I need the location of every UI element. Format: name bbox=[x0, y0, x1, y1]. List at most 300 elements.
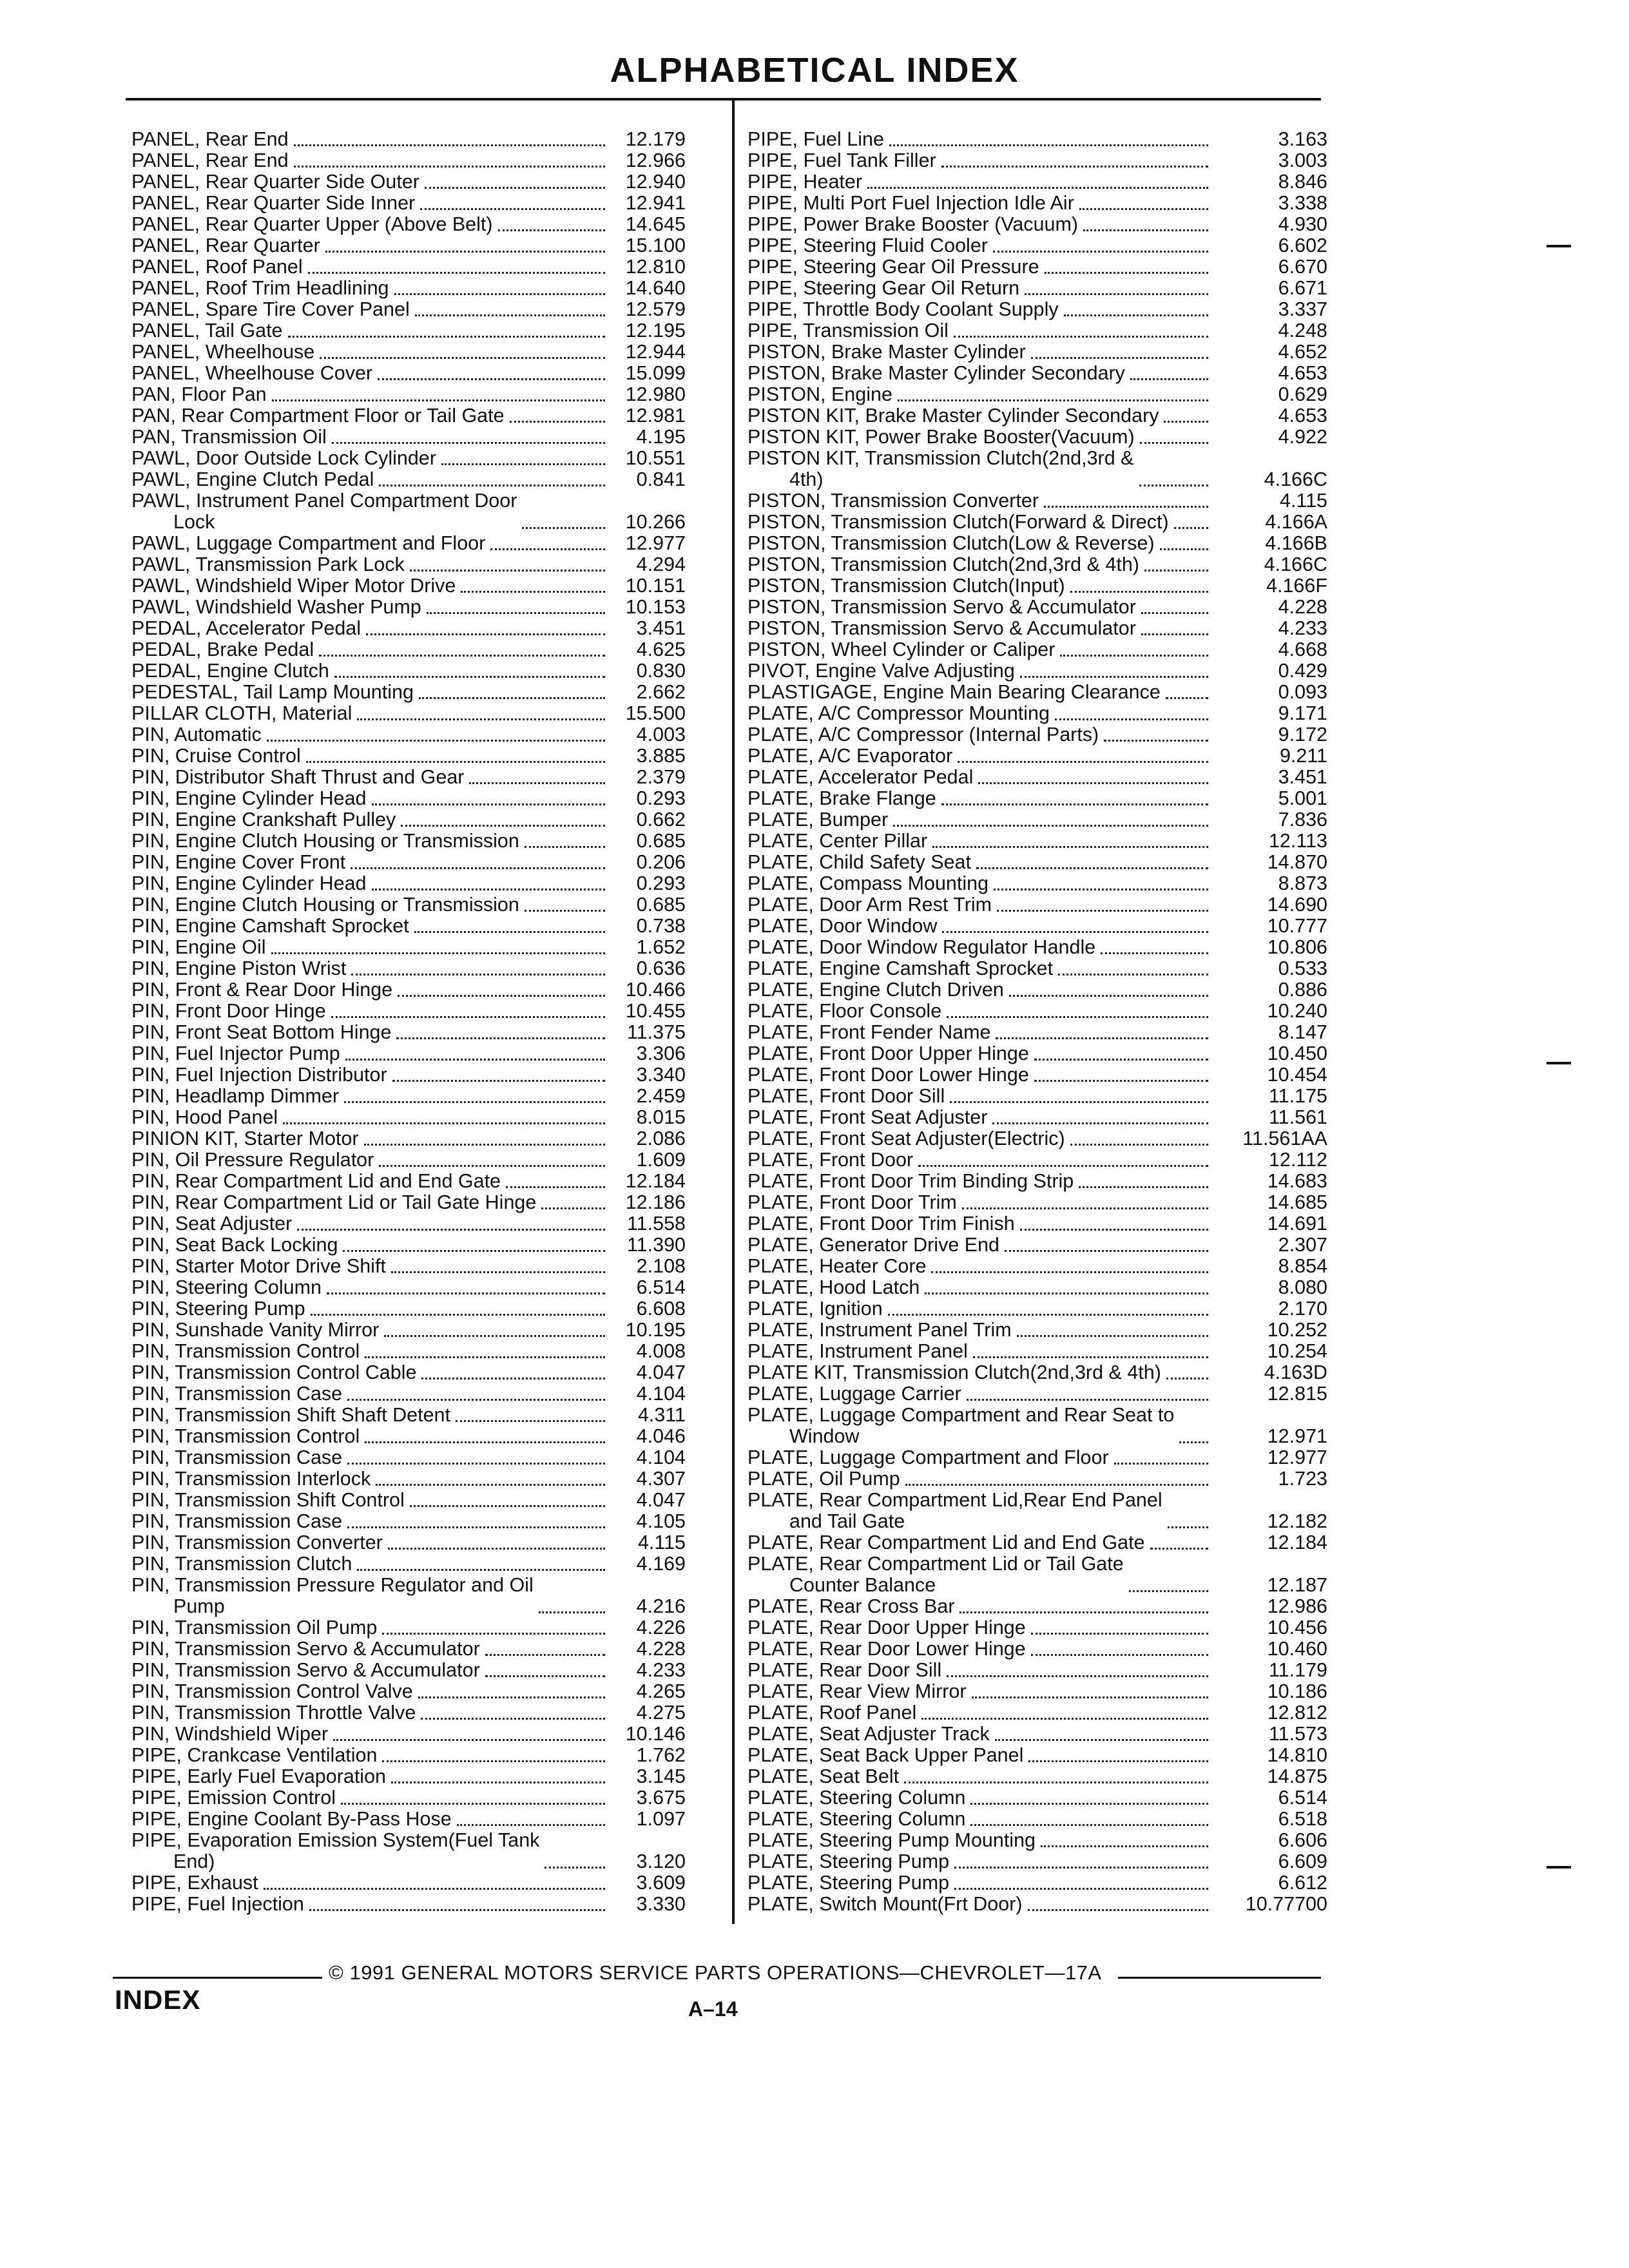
title-rule bbox=[126, 98, 1321, 101]
index-entry-page: 12.112 bbox=[1268, 1149, 1327, 1171]
index-entry-label bbox=[747, 1192, 957, 1213]
index-entry bbox=[131, 384, 686, 405]
index-entry-text: PIN, Oil Pressure Regulator bbox=[131, 1149, 374, 1171]
index-entry-text: PLATE, Steering Column bbox=[747, 1787, 966, 1809]
index-entry-text: PIN, Transmission Control bbox=[131, 1425, 360, 1447]
index-entry bbox=[747, 894, 1327, 916]
dot-leader bbox=[1129, 1590, 1208, 1592]
index-entry-text: PLATE, Steering Pump Mounting bbox=[747, 1829, 1036, 1851]
index-entry bbox=[131, 597, 686, 618]
index-entry-page: 12.981 bbox=[625, 405, 686, 427]
index-entry-label bbox=[747, 1745, 1023, 1766]
index-entry-text: PLATE, Front Door Sill bbox=[747, 1085, 945, 1107]
index-entry-label bbox=[747, 150, 936, 171]
dot-leader bbox=[294, 166, 605, 168]
index-entry-page: 14.683 bbox=[1267, 1170, 1327, 1192]
index-entry-label bbox=[747, 533, 1155, 554]
index-entry-label bbox=[747, 916, 937, 937]
dot-leader bbox=[921, 1718, 1208, 1720]
index-entry bbox=[131, 427, 686, 448]
index-entry bbox=[747, 1702, 1327, 1724]
index-entry-label bbox=[747, 1001, 941, 1022]
index-entry-page: 3.163 bbox=[1278, 128, 1327, 150]
index-entry-label bbox=[131, 278, 389, 299]
index-entry-text: PIPE, Transmission Oil bbox=[747, 320, 949, 341]
dot-leader bbox=[931, 1271, 1208, 1273]
page-title: ALPHABETICAL INDEX bbox=[610, 51, 1019, 90]
index-entry-label bbox=[747, 512, 1169, 533]
index-entry bbox=[131, 1426, 686, 1447]
index-entry-label bbox=[131, 1086, 339, 1107]
index-entry-text: PIPE, Early Fuel Evaporation bbox=[131, 1765, 386, 1787]
index-entry-page: 14.810 bbox=[1267, 1744, 1327, 1766]
index-entry-text: PLASTIGAGE, Engine Main Bearing Clearance bbox=[747, 681, 1161, 703]
index-entry-page: 4.228 bbox=[636, 1638, 686, 1660]
index-entry-page: 4.625 bbox=[636, 639, 686, 660]
index-entry-text: PANEL, Wheelhouse Cover bbox=[131, 362, 373, 384]
index-entry-label bbox=[747, 1702, 916, 1724]
index-entry-label bbox=[747, 1022, 990, 1043]
dot-leader bbox=[1044, 506, 1208, 508]
index-entry-label bbox=[131, 1022, 391, 1043]
dot-leader bbox=[379, 485, 605, 486]
index-entry-text: PANEL, Rear Quarter Side Inner bbox=[131, 192, 416, 214]
index-entry-page: 6.602 bbox=[1278, 235, 1327, 256]
dot-leader bbox=[357, 1569, 605, 1571]
index-entry-page: 10.806 bbox=[1267, 936, 1327, 958]
index-entry-label bbox=[747, 320, 949, 341]
index-entry bbox=[131, 724, 686, 745]
index-entry bbox=[747, 1894, 1327, 1915]
index-entry-text: PIPE, Steering Fluid Cooler bbox=[747, 235, 988, 256]
index-entry bbox=[747, 1830, 1327, 1851]
index-entry-label bbox=[747, 724, 1099, 745]
index-entry-label bbox=[747, 171, 862, 193]
index-entry bbox=[131, 1341, 686, 1362]
index-entry bbox=[747, 1681, 1327, 1702]
index-entry-label bbox=[747, 1660, 941, 1681]
index-entry-label bbox=[747, 597, 1136, 618]
dot-leader bbox=[962, 1207, 1208, 1209]
index-entry bbox=[747, 1660, 1327, 1681]
index-entry-text: PLATE, Front Door Trim Binding Strip bbox=[747, 1170, 1074, 1192]
index-entry-label bbox=[131, 1639, 480, 1660]
index-entry-page: 3.675 bbox=[636, 1787, 686, 1809]
index-entry-text: PIPE, Engine Coolant By-Pass Hose bbox=[131, 1808, 452, 1830]
index-entry-page: 0.738 bbox=[636, 915, 686, 937]
dot-leader bbox=[394, 293, 606, 295]
index-entry-text: PLATE, Oil Pump bbox=[747, 1468, 900, 1490]
dot-leader bbox=[995, 1739, 1208, 1741]
dot-leader bbox=[414, 931, 605, 933]
index-entry bbox=[131, 1894, 686, 1915]
index-entry-page: 3.003 bbox=[1278, 149, 1327, 171]
index-entry-label bbox=[747, 1341, 968, 1362]
index-entry-continuation: Pump bbox=[173, 1595, 225, 1617]
index-entry bbox=[131, 193, 686, 214]
index-entry bbox=[747, 150, 1327, 171]
index-entry-text: PLATE, Floor Console bbox=[747, 1000, 942, 1022]
index-entry-text: PLATE, Front Door bbox=[747, 1149, 914, 1171]
index-entry-page: 8.854 bbox=[1278, 1255, 1327, 1277]
dot-leader bbox=[344, 1101, 605, 1103]
index-entry-page: 4.216 bbox=[636, 1595, 686, 1617]
index-entry-text: PEDAL, Engine Clutch bbox=[131, 660, 329, 682]
index-entry-text: PIVOT, Engine Valve Adjusting bbox=[747, 660, 1015, 682]
index-entry bbox=[747, 448, 1327, 490]
dot-leader bbox=[1174, 527, 1208, 529]
index-entry-text: PIPE, Steering Gear Oil Pressure bbox=[747, 256, 1039, 278]
index-entry-label bbox=[747, 1043, 1029, 1064]
index-entry bbox=[747, 916, 1327, 937]
dot-leader bbox=[973, 1356, 1208, 1358]
index-entry-page: 6.514 bbox=[1278, 1787, 1327, 1809]
dot-leader bbox=[309, 1909, 605, 1911]
index-entry-page: 0.206 bbox=[636, 851, 686, 873]
index-entry-text: PIN, Transmission Case bbox=[131, 1510, 343, 1532]
index-entry-text: PIN, Distributor Shaft Thrust and Gear bbox=[131, 766, 465, 788]
index-entry-page: 4.047 bbox=[636, 1489, 686, 1511]
index-entry bbox=[131, 1001, 686, 1022]
index-entry bbox=[131, 341, 686, 363]
index-entry-label bbox=[747, 703, 1050, 724]
index-entry-label bbox=[131, 1447, 342, 1468]
index-entry-text: PLATE, Compass Mounting bbox=[747, 872, 989, 894]
index-entry bbox=[747, 1213, 1327, 1235]
index-entry-page: 4.104 bbox=[636, 1446, 686, 1468]
index-entry bbox=[131, 1256, 686, 1277]
index-entry bbox=[747, 1532, 1327, 1553]
index-entry-label bbox=[747, 639, 1055, 660]
index-entry-page: 12.579 bbox=[625, 298, 686, 320]
dot-leader bbox=[283, 1122, 605, 1124]
dot-leader bbox=[1070, 1144, 1208, 1146]
index-entry-label bbox=[747, 1213, 1015, 1235]
index-entry-label bbox=[131, 1553, 352, 1575]
dot-leader bbox=[1141, 612, 1208, 614]
index-entry-page: 9.172 bbox=[1278, 724, 1327, 745]
index-entry-label bbox=[131, 1894, 304, 1915]
index-entry-page: 14.685 bbox=[1267, 1191, 1327, 1213]
index-entry-label bbox=[131, 341, 314, 363]
index-entry-label bbox=[131, 639, 314, 660]
index-entry bbox=[131, 703, 686, 724]
index-entry-page: 4.652 bbox=[1278, 341, 1327, 363]
index-entry-page: 1.652 bbox=[636, 936, 686, 958]
index-entry bbox=[747, 809, 1327, 831]
dot-leader bbox=[993, 251, 1208, 253]
index-entry bbox=[131, 1362, 686, 1383]
index-entry-text: PLATE, A/C Compressor Mounting bbox=[747, 702, 1050, 724]
index-entry bbox=[747, 235, 1327, 256]
index-entry-text: PIN, Transmission Control bbox=[131, 1340, 360, 1362]
index-entry bbox=[747, 682, 1327, 703]
index-entry-page: 12.971 bbox=[1267, 1425, 1327, 1447]
index-entry-text: PISTON, Transmission Clutch(Low & Reverse) bbox=[747, 532, 1155, 554]
index-entry-text: PLATE, A/C Compressor (Internal Parts) bbox=[747, 724, 1099, 745]
index-entry-text: PLATE, Heater Core bbox=[747, 1255, 927, 1277]
index-entry-page: 8.080 bbox=[1278, 1276, 1327, 1298]
index-entry-label bbox=[747, 1128, 1065, 1149]
index-entry-text: PLATE, Front Seat Adjuster(Electric) bbox=[747, 1128, 1065, 1149]
dot-leader bbox=[1031, 357, 1208, 359]
index-entry-label bbox=[131, 873, 367, 894]
index-entry-label bbox=[131, 256, 303, 278]
index-entry bbox=[131, 1787, 686, 1809]
dot-leader bbox=[372, 889, 606, 890]
index-entry bbox=[747, 1022, 1327, 1043]
dot-leader bbox=[1130, 378, 1208, 380]
index-entry-text: PLATE, Center Pillar bbox=[747, 830, 928, 852]
dot-leader bbox=[331, 1016, 605, 1018]
index-entry bbox=[747, 703, 1327, 724]
index-entry-text: PIN, Transmission Shift Shaft Detent bbox=[131, 1404, 450, 1426]
index-entry-page: 3.340 bbox=[636, 1064, 686, 1086]
index-entry-label bbox=[747, 1171, 1074, 1192]
index-entry-text: PLATE, Roof Panel bbox=[747, 1702, 917, 1724]
index-entry-label bbox=[747, 979, 1004, 1001]
index-entry-label bbox=[747, 1809, 965, 1830]
index-entry-text: PIN, Cruise Control bbox=[131, 745, 301, 767]
index-entry-label bbox=[747, 1447, 1109, 1468]
dot-leader bbox=[343, 1250, 605, 1252]
index-entry-label bbox=[131, 171, 419, 193]
index-entry-label bbox=[747, 852, 971, 873]
index-entry-text: PANEL, Rear Quarter bbox=[131, 235, 320, 256]
index-entry-page: 4.008 bbox=[636, 1340, 686, 1362]
index-entry bbox=[131, 1405, 686, 1426]
index-entry-text: PIN, Front & Rear Door Hinge bbox=[131, 979, 393, 1001]
index-entry bbox=[131, 1235, 686, 1256]
index-entry-page: 6.670 bbox=[1278, 256, 1327, 278]
index-entry-page: 10.455 bbox=[625, 1000, 686, 1022]
index-entry-page: 10.266 bbox=[625, 511, 686, 533]
index-entry-page: 12.986 bbox=[1267, 1595, 1327, 1617]
index-entry-label bbox=[131, 1724, 328, 1745]
index-entry bbox=[131, 1128, 686, 1149]
index-entry-text: PIN, Transmission Throttle Valve bbox=[131, 1702, 416, 1724]
index-entry-text: PAWL, Engine Clutch Pedal bbox=[131, 468, 374, 490]
dot-leader bbox=[325, 251, 605, 253]
index-entry-page: 3.338 bbox=[1278, 192, 1327, 214]
index-entry-page: 12.941 bbox=[625, 192, 686, 214]
dot-leader bbox=[410, 570, 605, 572]
index-entry bbox=[747, 1596, 1327, 1617]
index-entry-text: PIPE, Emission Control bbox=[131, 1787, 336, 1809]
index-entry-label bbox=[747, 1256, 926, 1277]
index-entry-page: 2.307 bbox=[1278, 1234, 1327, 1256]
index-entry bbox=[747, 597, 1327, 618]
index-entry-page: 5.001 bbox=[1278, 787, 1327, 809]
index-entry bbox=[131, 1511, 686, 1532]
index-entry-text: PAWL, Windshield Wiper Motor Drive bbox=[131, 575, 456, 597]
dot-leader bbox=[978, 782, 1208, 784]
index-entry-text: PLATE, Front Door Trim Finish bbox=[747, 1213, 1015, 1235]
dot-leader bbox=[947, 1016, 1208, 1018]
index-entry-label bbox=[131, 1298, 305, 1320]
index-entry-label bbox=[747, 1532, 1145, 1553]
index-entry-page: 3.885 bbox=[636, 745, 686, 767]
dot-leader bbox=[382, 1760, 605, 1762]
index-entry bbox=[131, 1298, 686, 1320]
dot-leader bbox=[267, 740, 605, 742]
dot-leader bbox=[958, 761, 1208, 763]
index-entry bbox=[747, 1617, 1327, 1639]
index-entry-page: 6.606 bbox=[1278, 1829, 1327, 1851]
index-entry bbox=[131, 129, 686, 150]
dot-leader bbox=[421, 1378, 605, 1379]
index-entry-page: 4.047 bbox=[636, 1361, 686, 1383]
dot-leader bbox=[391, 1782, 605, 1783]
index-entry bbox=[747, 363, 1327, 384]
index-entry bbox=[131, 618, 686, 639]
dot-leader bbox=[288, 336, 605, 338]
index-entry bbox=[747, 1851, 1327, 1872]
dot-leader bbox=[490, 548, 605, 550]
index-entry bbox=[747, 193, 1327, 214]
index-entry-label bbox=[747, 660, 1015, 682]
index-entry-label bbox=[131, 1383, 342, 1405]
dot-leader bbox=[1160, 548, 1208, 550]
dot-leader bbox=[976, 867, 1208, 869]
index-entry-text: PIPE, Exhaust bbox=[131, 1872, 258, 1894]
index-entry-label bbox=[747, 1596, 954, 1617]
index-entry-text: PISTON, Engine bbox=[747, 383, 892, 405]
index-entry-page: 12.812 bbox=[1267, 1702, 1327, 1724]
index-entry-label bbox=[131, 1830, 539, 1872]
index-entry-text: PIN, Transmission Shift Control bbox=[131, 1489, 405, 1511]
dot-leader bbox=[898, 399, 1208, 401]
index-entry-label bbox=[747, 745, 952, 767]
index-entry-label bbox=[747, 809, 888, 831]
dot-leader bbox=[904, 1782, 1208, 1783]
index-entry-page: 4.922 bbox=[1278, 426, 1327, 448]
dot-leader bbox=[925, 1293, 1208, 1294]
index-entry-text: PLATE, Instrument Panel bbox=[747, 1340, 968, 1362]
index-entry bbox=[131, 1447, 686, 1468]
index-entry bbox=[747, 767, 1327, 788]
index-entry-page: 4.166C bbox=[1264, 468, 1327, 490]
index-entry-text: PLATE, Steering Pump bbox=[747, 1850, 950, 1872]
index-entry bbox=[131, 1724, 686, 1745]
dot-leader bbox=[1060, 655, 1208, 657]
dot-leader bbox=[1058, 974, 1208, 975]
dot-leader bbox=[992, 1122, 1208, 1124]
index-entry-label bbox=[131, 1107, 278, 1128]
index-entry bbox=[747, 1405, 1327, 1447]
index-entry-text: PLATE, Engine Camshaft Sprocket bbox=[747, 957, 1054, 979]
dot-leader bbox=[918, 1165, 1208, 1167]
index-entry-page: 14.645 bbox=[625, 213, 686, 235]
index-entry-label bbox=[747, 1553, 1124, 1596]
index-entry-page: 4.166F bbox=[1266, 575, 1327, 597]
index-entry-label bbox=[131, 1511, 342, 1532]
index-entry-label bbox=[131, 1235, 338, 1256]
index-entry-label bbox=[747, 618, 1136, 639]
dot-leader bbox=[364, 1144, 605, 1146]
index-entry-page: 12.184 bbox=[625, 1170, 686, 1192]
index-entry-text: PIN, Transmission Converter bbox=[131, 1532, 383, 1553]
dot-leader bbox=[327, 1293, 605, 1294]
index-entry-label bbox=[747, 1490, 1162, 1532]
index-entry-text: PANEL, Wheelhouse bbox=[131, 341, 315, 363]
dot-leader bbox=[410, 1505, 605, 1507]
index-entry-text: PIN, Engine Oil bbox=[131, 936, 266, 958]
index-entry-label bbox=[131, 1766, 386, 1787]
index-entry-page: 0.830 bbox=[636, 660, 686, 682]
index-entry-text: PISTON, Wheel Cylinder or Caliper bbox=[747, 639, 1055, 660]
index-entry bbox=[747, 384, 1327, 405]
index-entry-label bbox=[747, 1468, 900, 1490]
dot-leader bbox=[1045, 272, 1208, 274]
index-entry-label bbox=[747, 1617, 1026, 1639]
index-entry-label bbox=[131, 1575, 534, 1617]
index-entry-page: 12.186 bbox=[625, 1191, 686, 1213]
index-entry-text: PLATE, Door Window Regulator Handle bbox=[747, 936, 1096, 958]
index-entry bbox=[131, 1830, 686, 1872]
index-entry bbox=[747, 427, 1327, 448]
index-entry-text: PLATE, Seat Belt bbox=[747, 1765, 900, 1787]
index-entry bbox=[131, 1383, 686, 1405]
index-entry-text: PIN, Seat Adjuster bbox=[131, 1213, 293, 1235]
index-entry-page: 10.450 bbox=[1267, 1043, 1327, 1064]
index-entry-page: 11.561 bbox=[1268, 1106, 1327, 1128]
dot-leader bbox=[1034, 1080, 1208, 1082]
dot-leader bbox=[950, 1101, 1208, 1103]
index-entry-page: 11.561AA bbox=[1242, 1128, 1327, 1149]
index-entry bbox=[747, 1128, 1327, 1149]
dot-leader bbox=[510, 421, 605, 423]
index-entry-page: 12.187 bbox=[1267, 1574, 1327, 1596]
dot-leader bbox=[954, 1867, 1208, 1869]
index-entry-label bbox=[131, 320, 283, 341]
index-entry bbox=[131, 809, 686, 831]
dot-leader bbox=[525, 910, 605, 912]
dot-leader bbox=[1028, 1909, 1208, 1911]
index-entry-text: PIN, Transmission Clutch bbox=[131, 1553, 352, 1575]
index-entry-label bbox=[747, 1724, 990, 1745]
index-entry-text: PIN, Transmission Oil Pump bbox=[131, 1617, 378, 1639]
index-entry-text: PAN, Rear Compartment Floor or Tail Gate bbox=[131, 405, 505, 427]
dot-leader bbox=[441, 463, 605, 465]
index-entry bbox=[131, 1766, 686, 1787]
dot-leader bbox=[1064, 314, 1208, 316]
index-entry-page: 0.685 bbox=[636, 830, 686, 852]
index-entry-text: PIN, Steering Pump bbox=[131, 1298, 305, 1320]
index-entry-text: PIN, Starter Motor Drive Shift bbox=[131, 1255, 386, 1277]
index-entry-label bbox=[131, 745, 301, 767]
index-entry-label bbox=[747, 1894, 1023, 1915]
index-entry-text: PANEL, Roof Panel bbox=[131, 256, 303, 278]
index-entry-page: 7.836 bbox=[1278, 809, 1327, 831]
index-entry-page: 2.662 bbox=[636, 681, 686, 703]
index-entry-page: 4.195 bbox=[636, 426, 686, 448]
index-entry-page: 4.228 bbox=[1278, 596, 1327, 618]
index-entry bbox=[747, 1341, 1327, 1362]
index-entry-text: PIN, Windshield Wiper bbox=[131, 1723, 329, 1745]
index-entry-page: 9.211 bbox=[1279, 745, 1327, 767]
index-entry-page: 12.980 bbox=[625, 383, 686, 405]
dot-leader bbox=[506, 1186, 605, 1188]
index-entry-page: 4.307 bbox=[636, 1468, 686, 1490]
index-entry-page: 0.093 bbox=[1278, 681, 1327, 703]
index-entry-page: 0.429 bbox=[1278, 660, 1327, 682]
index-entry-text: PLATE, Rear Compartment Lid,Rear End Panel bbox=[747, 1489, 1162, 1511]
dot-leader bbox=[1041, 1845, 1208, 1847]
index-entry-page: 15.099 bbox=[625, 362, 686, 384]
index-entry-page: 3.337 bbox=[1278, 298, 1327, 320]
index-entry-page: 14.640 bbox=[625, 277, 686, 299]
